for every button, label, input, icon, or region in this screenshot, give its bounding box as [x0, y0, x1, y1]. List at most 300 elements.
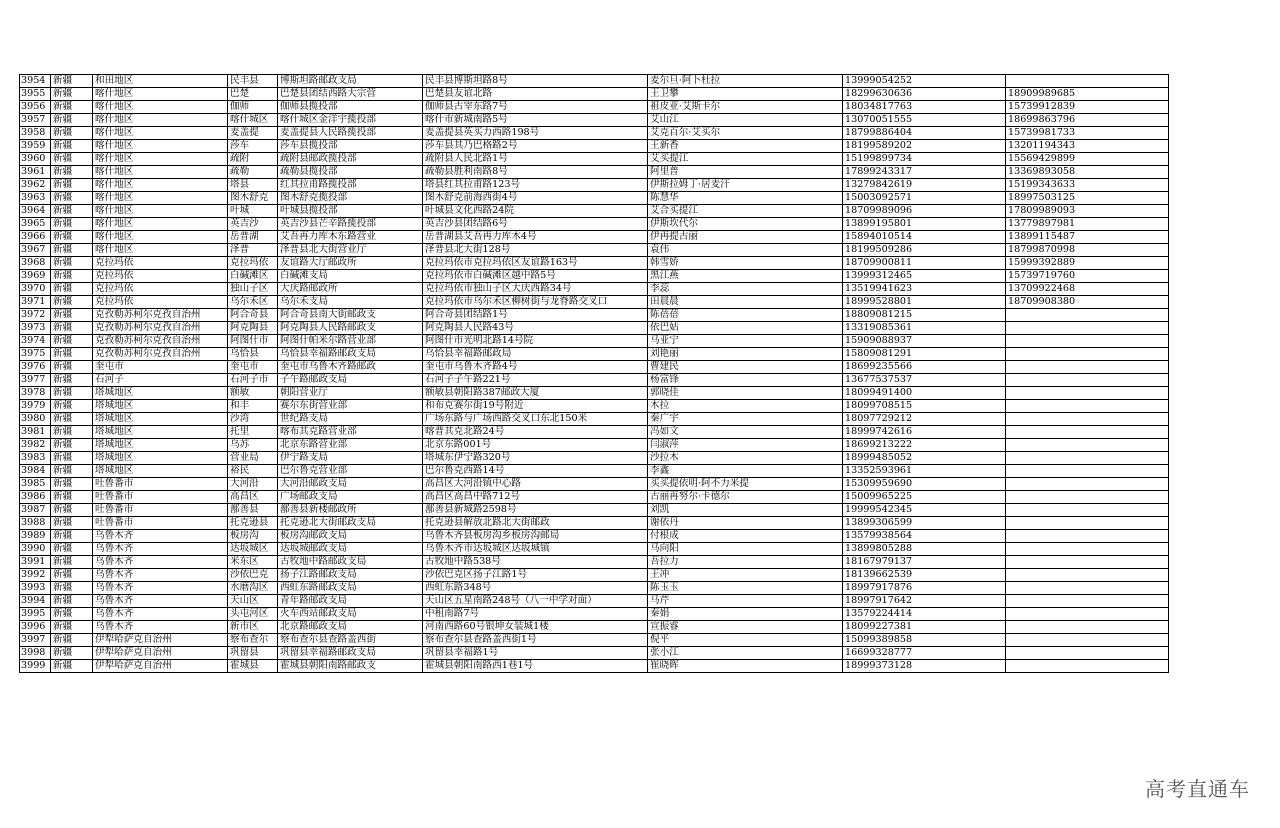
- cell-address: 巴楚县友谊北路: [423, 88, 648, 101]
- cell-district: 高昌区: [228, 491, 278, 504]
- cell-region: 喀什地区: [93, 140, 228, 153]
- cell-district: 新市区: [228, 621, 278, 634]
- cell-district: 塔县: [228, 179, 278, 192]
- table-row: [20, 270, 1169, 283]
- cell-region: 吐鲁番市: [93, 491, 228, 504]
- cell-province: 新疆: [51, 335, 93, 348]
- cell-phone-secondary: 13709922468: [1006, 283, 1169, 296]
- cell-phone-secondary: [1006, 439, 1169, 452]
- table-row: [20, 296, 1169, 309]
- cell-phone-secondary: [1006, 517, 1169, 530]
- cell-row-number: 3959: [20, 140, 51, 153]
- cell-district: 鄯善县: [228, 504, 278, 517]
- table-row: [20, 517, 1169, 530]
- cell-address: 石河子子午路221号: [423, 374, 648, 387]
- cell-contact-name: 冯如文: [648, 426, 843, 439]
- cell-region: 塔城地区: [93, 452, 228, 465]
- cell-district: 阿合奇县: [228, 309, 278, 322]
- cell-row-number: 3960: [20, 153, 51, 166]
- cell-phone-secondary: [1006, 556, 1169, 569]
- cell-phone-secondary: 15199343633: [1006, 179, 1169, 192]
- cell-district: 巩留县: [228, 647, 278, 660]
- cell-address: 疏勒县胜利南路8号: [423, 166, 648, 179]
- cell-contact-name: 沙拉木: [648, 452, 843, 465]
- cell-contact-name: 黑江燕: [648, 270, 843, 283]
- cell-province: 新疆: [51, 374, 93, 387]
- cell-phone-primary: 18699235566: [843, 361, 1006, 374]
- cell-address: 喀什市新城南路5号: [423, 114, 648, 127]
- cell-contact-name: 付根成: [648, 530, 843, 543]
- cell-contact-name: 艾克百尔·艾买尔: [648, 127, 843, 140]
- cell-phone-primary: 13279842619: [843, 179, 1006, 192]
- cell-contact-name: 木拉: [648, 400, 843, 413]
- cell-row-number: 3996: [20, 621, 51, 634]
- cell-district: 察布查尔: [228, 634, 278, 647]
- cell-district: 莎车: [228, 140, 278, 153]
- cell-contact-name: 马亚宁: [648, 335, 843, 348]
- cell-contact-name: 闫淑萍: [648, 439, 843, 452]
- cell-row-number: 3988: [20, 517, 51, 530]
- cell-district: 天山区: [228, 595, 278, 608]
- cell-phone-secondary: 15739912839: [1006, 101, 1169, 114]
- cell-contact-name: 田晨晨: [648, 296, 843, 309]
- cell-address: 阿合奇县团结路1号: [423, 309, 648, 322]
- cell-contact-name: 刘艳丽: [648, 348, 843, 361]
- cell-district: 托里: [228, 426, 278, 439]
- cell-phone-primary: 18167979137: [843, 556, 1006, 569]
- cell-branch-name: 赛尔东街营业部: [278, 400, 423, 413]
- cell-branch-name: 泽普县北大街营业厅: [278, 244, 423, 257]
- cell-province: 新疆: [51, 101, 93, 114]
- table-row: [20, 127, 1169, 140]
- cell-branch-name: 托克逊北大街邮政支局: [278, 517, 423, 530]
- cell-row-number: 3976: [20, 361, 51, 374]
- cell-branch-name: 白碱滩支局: [278, 270, 423, 283]
- cell-phone-primary: 18199589202: [843, 140, 1006, 153]
- table-row: [20, 543, 1169, 556]
- cell-address: 北京东路001号: [423, 439, 648, 452]
- cell-row-number: 3977: [20, 374, 51, 387]
- cell-contact-name: 张小江: [648, 647, 843, 660]
- cell-row-number: 3979: [20, 400, 51, 413]
- cell-province: 新疆: [51, 114, 93, 127]
- cell-province: 新疆: [51, 543, 93, 556]
- cell-address: 疏附县人民北路1号: [423, 153, 648, 166]
- cell-district: 叶城: [228, 205, 278, 218]
- cell-contact-name: 古丽再努尔·卡德尔: [648, 491, 843, 504]
- cell-province: 新疆: [51, 75, 93, 88]
- cell-region: 石河子: [93, 374, 228, 387]
- cell-phone-primary: 18999742616: [843, 426, 1006, 439]
- cell-row-number: 3986: [20, 491, 51, 504]
- cell-region: 乌鲁木齐: [93, 608, 228, 621]
- cell-address: 河南西路60号银坤女装城1楼: [423, 621, 648, 634]
- cell-branch-name: 莎车县揽投部: [278, 140, 423, 153]
- cell-province: 新疆: [51, 452, 93, 465]
- cell-address: 麦盖提县英买力西路198号: [423, 127, 648, 140]
- cell-province: 新疆: [51, 88, 93, 101]
- cell-address: 西虹东路348号: [423, 582, 648, 595]
- cell-row-number: 3983: [20, 452, 51, 465]
- cell-address: 霍城县朝阳南路西1巷1号: [423, 660, 648, 673]
- table-row: [20, 205, 1169, 218]
- cell-contact-name: 祖皮亚·艾斯卡尔: [648, 101, 843, 114]
- cell-branch-name: 巴楚县团结西路大宗营: [278, 88, 423, 101]
- cell-phone-primary: 18709989096: [843, 205, 1006, 218]
- cell-contact-name: 陈蓓蓓: [648, 309, 843, 322]
- cell-region: 克拉玛依: [93, 296, 228, 309]
- cell-phone-primary: 13999054252: [843, 75, 1006, 88]
- cell-district: 英吉沙: [228, 218, 278, 231]
- cell-region: 塔城地区: [93, 387, 228, 400]
- cell-phone-secondary: 15739719760: [1006, 270, 1169, 283]
- table-row: [20, 218, 1169, 231]
- cell-address: 高昌区大河沿镇中心路: [423, 478, 648, 491]
- cell-province: 新疆: [51, 517, 93, 530]
- cell-district: 克拉玛依: [228, 257, 278, 270]
- cell-province: 新疆: [51, 465, 93, 478]
- cell-phone-primary: 13899195801: [843, 218, 1006, 231]
- cell-phone-primary: 18809081215: [843, 309, 1006, 322]
- cell-phone-secondary: 15569429899: [1006, 153, 1169, 166]
- cell-contact-name: 李鑫: [648, 465, 843, 478]
- cell-region: 喀什地区: [93, 179, 228, 192]
- cell-contact-name: 吾拉力: [648, 556, 843, 569]
- cell-phone-secondary: 13201194343: [1006, 140, 1169, 153]
- cell-province: 新疆: [51, 231, 93, 244]
- cell-province: 新疆: [51, 439, 93, 452]
- cell-phone-secondary: 18909989685: [1006, 88, 1169, 101]
- cell-district: 乌尔禾区: [228, 296, 278, 309]
- table-row: [20, 335, 1169, 348]
- table-row: [20, 283, 1169, 296]
- cell-province: 新疆: [51, 634, 93, 647]
- cell-contact-name: 伊斯拉姆丁·居麦汗: [648, 179, 843, 192]
- cell-contact-name: 艾山江: [648, 114, 843, 127]
- cell-phone-primary: 13352593961: [843, 465, 1006, 478]
- cell-phone-primary: 18034817763: [843, 101, 1006, 114]
- cell-row-number: 3954: [20, 75, 51, 88]
- cell-contact-name: 郭晓佳: [648, 387, 843, 400]
- cell-region: 和田地区: [93, 75, 228, 88]
- table-row: [20, 231, 1169, 244]
- cell-contact-name: 伊斯坎代尔: [648, 218, 843, 231]
- cell-province: 新疆: [51, 309, 93, 322]
- cell-branch-name: 疏附县邮政揽投部: [278, 153, 423, 166]
- table-row: [20, 413, 1169, 426]
- cell-branch-name: 巩留县幸福路邮政支局: [278, 647, 423, 660]
- cell-province: 新疆: [51, 608, 93, 621]
- cell-address: 塔县红其拉甫路123号: [423, 179, 648, 192]
- cell-region: 乌鲁木齐: [93, 530, 228, 543]
- table-row: [20, 400, 1169, 413]
- cell-province: 新疆: [51, 140, 93, 153]
- cell-district: 大河沿: [228, 478, 278, 491]
- cell-region: 克孜勒苏柯尔克孜自治州: [93, 309, 228, 322]
- cell-address: 克拉玛依市乌尔禾区柳树街与龙脊路交叉口: [423, 296, 648, 309]
- cell-branch-name: 古牧地中路邮政支局: [278, 556, 423, 569]
- cell-contact-name: 马向阳: [648, 543, 843, 556]
- cell-branch-name: 青年路邮政支局: [278, 595, 423, 608]
- cell-row-number: 3955: [20, 88, 51, 101]
- cell-province: 新疆: [51, 257, 93, 270]
- cell-branch-name: 喀什城区金洋宇揽投部: [278, 114, 423, 127]
- cell-branch-name: 阿克陶县人民路邮政支: [278, 322, 423, 335]
- table-row: [20, 478, 1169, 491]
- cell-branch-name: 大河沿邮政支局: [278, 478, 423, 491]
- cell-district: 疏附: [228, 153, 278, 166]
- cell-region: 克孜勒苏柯尔克孜自治州: [93, 335, 228, 348]
- cell-branch-name: 伽师县揽投部: [278, 101, 423, 114]
- cell-phone-secondary: 13369893058: [1006, 166, 1169, 179]
- cell-address: 巩留县幸福路1号: [423, 647, 648, 660]
- address-table: [19, 74, 1169, 673]
- cell-branch-name: 英吉沙县芒辛路揽投部: [278, 218, 423, 231]
- cell-address: 伽师县古宰东路7号: [423, 101, 648, 114]
- cell-district: 图木舒克: [228, 192, 278, 205]
- cell-contact-name: 麦尔旦·阿卜杜拉: [648, 75, 843, 88]
- cell-province: 新疆: [51, 270, 93, 283]
- cell-province: 新疆: [51, 426, 93, 439]
- cell-province: 新疆: [51, 296, 93, 309]
- cell-row-number: 3998: [20, 647, 51, 660]
- cell-row-number: 3982: [20, 439, 51, 452]
- cell-contact-name: 秦广宇: [648, 413, 843, 426]
- table-row: [20, 582, 1169, 595]
- cell-branch-name: 伊宁路支局: [278, 452, 423, 465]
- cell-phone-secondary: [1006, 621, 1169, 634]
- cell-region: 吐鲁番市: [93, 517, 228, 530]
- cell-branch-name: 麦盖提县人民路揽投部: [278, 127, 423, 140]
- cell-branch-name: 巴尔鲁克营业部: [278, 465, 423, 478]
- cell-contact-name: 刘凯: [648, 504, 843, 517]
- table-row: [20, 309, 1169, 322]
- cell-phone-secondary: 15739981733: [1006, 127, 1169, 140]
- table-row: [20, 257, 1169, 270]
- cell-phone-primary: 18999528801: [843, 296, 1006, 309]
- cell-branch-name: 乌恰县幸福路邮政支局: [278, 348, 423, 361]
- cell-address: 英吉沙县团结路6号: [423, 218, 648, 231]
- cell-contact-name: 阿里普: [648, 166, 843, 179]
- cell-branch-name: 大庆路邮政所: [278, 283, 423, 296]
- cell-phone-secondary: [1006, 478, 1169, 491]
- table-row: [20, 244, 1169, 257]
- table-row: [20, 608, 1169, 621]
- cell-phone-secondary: [1006, 530, 1169, 543]
- cell-contact-name: 伊再提古丽: [648, 231, 843, 244]
- cell-address: 克拉玛依市克拉玛依区友谊路163号: [423, 257, 648, 270]
- cell-branch-name: 鄯善县新楼邮政所: [278, 504, 423, 517]
- cell-district: 巴楚: [228, 88, 278, 101]
- cell-row-number: 3971: [20, 296, 51, 309]
- cell-branch-name: 阿图什帕米尔路营业部: [278, 335, 423, 348]
- cell-phone-primary: 13677537537: [843, 374, 1006, 387]
- cell-district: 沙湾: [228, 413, 278, 426]
- cell-province: 新疆: [51, 205, 93, 218]
- cell-branch-name: 板房沟邮政支局: [278, 530, 423, 543]
- cell-row-number: 3958: [20, 127, 51, 140]
- cell-province: 新疆: [51, 530, 93, 543]
- table-row: [20, 192, 1169, 205]
- table-row: [20, 387, 1169, 400]
- cell-region: 喀什地区: [93, 153, 228, 166]
- cell-region: 伊犁哈萨克自治州: [93, 660, 228, 673]
- table-row: [20, 322, 1169, 335]
- cell-row-number: 3997: [20, 634, 51, 647]
- table-row: [20, 530, 1169, 543]
- cell-phone-primary: 18699213222: [843, 439, 1006, 452]
- cell-region: 乌鲁木齐: [93, 556, 228, 569]
- cell-phone-primary: 15309959690: [843, 478, 1006, 491]
- cell-phone-secondary: 18709908380: [1006, 296, 1169, 309]
- cell-phone-primary: 13070051555: [843, 114, 1006, 127]
- cell-phone-primary: 18099708515: [843, 400, 1006, 413]
- cell-district: 水磨沟区: [228, 582, 278, 595]
- cell-row-number: 3994: [20, 595, 51, 608]
- cell-branch-name: 子午路邮政支局: [278, 374, 423, 387]
- cell-address: 阿克陶县人民路43号: [423, 322, 648, 335]
- table-row: [20, 140, 1169, 153]
- table-row: [20, 348, 1169, 361]
- table-row: [20, 75, 1169, 88]
- cell-branch-name: 察布查尔县查路盖西街: [278, 634, 423, 647]
- table-row: [20, 114, 1169, 127]
- cell-district: 霍城县: [228, 660, 278, 673]
- cell-phone-primary: 15909088937: [843, 335, 1006, 348]
- cell-province: 新疆: [51, 361, 93, 374]
- cell-row-number: 3963: [20, 192, 51, 205]
- table-row: [20, 504, 1169, 517]
- cell-row-number: 3957: [20, 114, 51, 127]
- cell-phone-secondary: [1006, 595, 1169, 608]
- table-row: [20, 153, 1169, 166]
- cell-address: 民丰县博斯坦路8号: [423, 75, 648, 88]
- cell-phone-secondary: [1006, 413, 1169, 426]
- cell-region: 喀什地区: [93, 101, 228, 114]
- cell-address: 沙依巴克区扬子江路1号: [423, 569, 648, 582]
- cell-region: 塔城地区: [93, 465, 228, 478]
- cell-region: 克孜勒苏柯尔克孜自治州: [93, 322, 228, 335]
- cell-district: 营业局: [228, 452, 278, 465]
- cell-phone-primary: 18799886404: [843, 127, 1006, 140]
- cell-district: 阿克陶县: [228, 322, 278, 335]
- cell-phone-secondary: 13779897981: [1006, 218, 1169, 231]
- cell-phone-secondary: [1006, 387, 1169, 400]
- cell-row-number: 3967: [20, 244, 51, 257]
- cell-row-number: 3995: [20, 608, 51, 621]
- cell-address: 图木舒克前海西街4号: [423, 192, 648, 205]
- cell-district: 伽师: [228, 101, 278, 114]
- cell-branch-name: 北京路邮政支局: [278, 621, 423, 634]
- cell-region: 喀什地区: [93, 192, 228, 205]
- cell-branch-name: 乌尔禾支局: [278, 296, 423, 309]
- cell-phone-secondary: [1006, 634, 1169, 647]
- cell-contact-name: 王冲: [648, 569, 843, 582]
- cell-contact-name: 陈玉玉: [648, 582, 843, 595]
- cell-province: 新疆: [51, 400, 93, 413]
- cell-branch-name: 广场邮政支局: [278, 491, 423, 504]
- cell-contact-name: 马芹: [648, 595, 843, 608]
- cell-phone-primary: 18997917876: [843, 582, 1006, 595]
- cell-district: 麦盖提: [228, 127, 278, 140]
- cell-row-number: 3990: [20, 543, 51, 556]
- cell-region: 塔城地区: [93, 400, 228, 413]
- cell-region: 喀什地区: [93, 231, 228, 244]
- cell-address: 岳普湖县艾吾再力库木4号: [423, 231, 648, 244]
- cell-province: 新疆: [51, 166, 93, 179]
- cell-phone-primary: 15099389858: [843, 634, 1006, 647]
- cell-district: 白碱滩区: [228, 270, 278, 283]
- cell-branch-name: 艾吾再力库木东路营业: [278, 231, 423, 244]
- cell-address: 克拉玛依市独山子区大庆西路34号: [423, 283, 648, 296]
- cell-region: 乌鲁木齐: [93, 543, 228, 556]
- cell-region: 克拉玛依: [93, 283, 228, 296]
- cell-region: 乌鲁木齐: [93, 595, 228, 608]
- cell-address: 额敏县朝阳路387邮政大厦: [423, 387, 648, 400]
- cell-region: 喀什地区: [93, 205, 228, 218]
- cell-branch-name: 扬子江路邮政支局: [278, 569, 423, 582]
- table-row: [20, 179, 1169, 192]
- cell-phone-primary: 15003092571: [843, 192, 1006, 205]
- cell-phone-secondary: [1006, 582, 1169, 595]
- cell-phone-primary: 18097729212: [843, 413, 1006, 426]
- cell-phone-secondary: [1006, 75, 1169, 88]
- cell-address: 阿图什市光明北路14号院: [423, 335, 648, 348]
- cell-contact-name: 韩雪娇: [648, 257, 843, 270]
- cell-row-number: 3964: [20, 205, 51, 218]
- cell-row-number: 3987: [20, 504, 51, 517]
- cell-branch-name: 朝阳营业厅: [278, 387, 423, 400]
- cell-district: 乌恰县: [228, 348, 278, 361]
- cell-province: 新疆: [51, 491, 93, 504]
- cell-contact-name: 倪平: [648, 634, 843, 647]
- cell-row-number: 3961: [20, 166, 51, 179]
- cell-region: 吐鲁番市: [93, 478, 228, 491]
- cell-province: 新疆: [51, 192, 93, 205]
- cell-phone-primary: 13519941623: [843, 283, 1006, 296]
- cell-district: 岳普湖: [228, 231, 278, 244]
- table-row: [20, 634, 1169, 647]
- table-row: [20, 361, 1169, 374]
- cell-phone-primary: 18099491400: [843, 387, 1006, 400]
- cell-province: 新疆: [51, 582, 93, 595]
- cell-phone-secondary: 17809989093: [1006, 205, 1169, 218]
- cell-region: 塔城地区: [93, 439, 228, 452]
- cell-contact-name: 宣振睿: [648, 621, 843, 634]
- cell-province: 新疆: [51, 153, 93, 166]
- cell-address: 古牧地中路538号: [423, 556, 648, 569]
- cell-phone-primary: 18997917642: [843, 595, 1006, 608]
- cell-row-number: 3972: [20, 309, 51, 322]
- cell-row-number: 3980: [20, 413, 51, 426]
- cell-region: 喀什地区: [93, 114, 228, 127]
- cell-phone-primary: 13319085361: [843, 322, 1006, 335]
- cell-address: 乌鲁木齐县板房沟乡板房沟邮局: [423, 530, 648, 543]
- cell-branch-name: 北京东路营业部: [278, 439, 423, 452]
- cell-row-number: 3981: [20, 426, 51, 439]
- cell-province: 新疆: [51, 348, 93, 361]
- cell-branch-name: 喀布其克路营业部: [278, 426, 423, 439]
- cell-address: 乌恰县幸福路邮政局: [423, 348, 648, 361]
- cell-address: 天山区五星南路248号（八一中学对面）: [423, 595, 648, 608]
- cell-province: 新疆: [51, 283, 93, 296]
- cell-phone-primary: 17899243317: [843, 166, 1006, 179]
- cell-phone-primary: 15809081291: [843, 348, 1006, 361]
- cell-row-number: 3969: [20, 270, 51, 283]
- watermark-text: 高考直通车: [1145, 777, 1250, 801]
- cell-phone-secondary: [1006, 426, 1169, 439]
- table-row: [20, 426, 1169, 439]
